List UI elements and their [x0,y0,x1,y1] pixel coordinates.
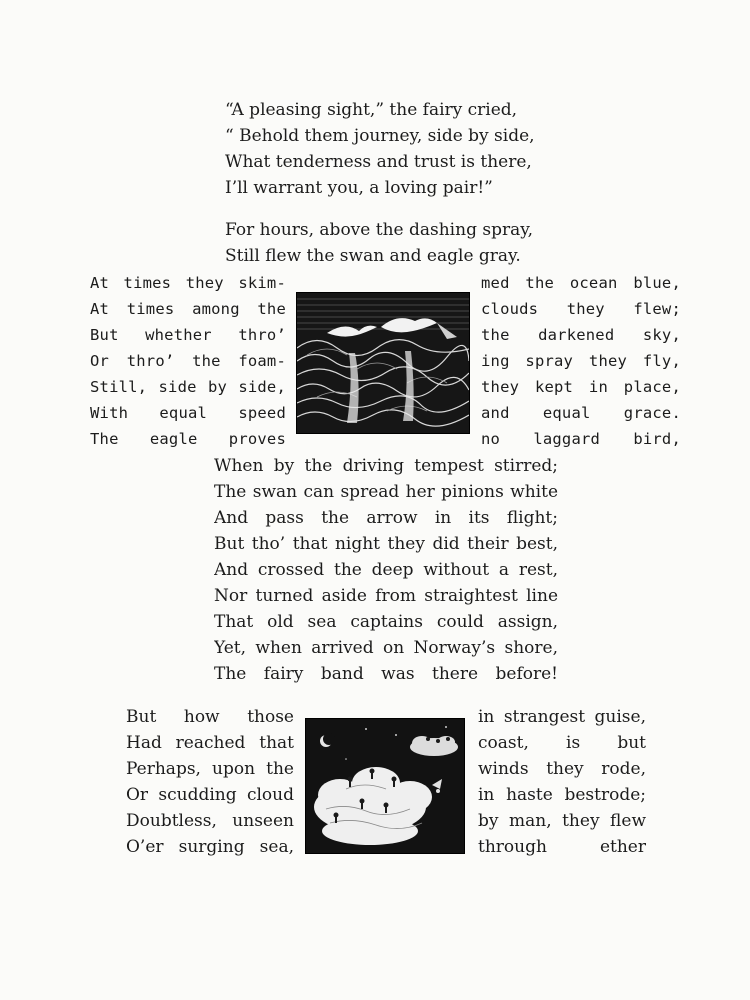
poem-line: That old sea captains could assign, [214,612,558,632]
poem-line: The fairy band was there before! [214,664,558,684]
poem-line-left: Perhaps, upon the [126,759,294,779]
poem-line-right: in haste bestrode; [478,785,646,805]
poem-line-right: they kept in place, [481,378,681,396]
poem-line: “ Behold them journey, side by side, [225,126,535,146]
poem-line-left: But how those [126,707,294,727]
poem-line-left: Doubtless, unseen [126,811,294,831]
poem-line: But tho’ that night they did their best, [214,534,558,554]
fairies-cloud-illustration [305,718,465,854]
poem-line: Yet, when arrived on Norway’s shore, [214,638,558,658]
poem-line-right: by man, they flew [478,811,646,831]
poem-line: I’ll warrant you, a loving pair!” [225,178,493,198]
poem-line-right: ing spray they fly, [481,352,681,370]
poem-line-left: With equal speed [90,404,286,422]
poem-line-right: and equal grace. [481,404,681,422]
poem-line: What tenderness and trust is there, [225,152,532,172]
poem-line: For hours, above the dashing spray, [225,220,533,240]
poem-line: And crossed the deep without a rest, [214,560,558,580]
poem-line-left: Or thro’ the foam- [90,352,286,370]
poem-line: Still flew the swan and eagle gray. [225,246,521,266]
poem-line: The swan can spread her pinions white [214,482,558,502]
poem-line-left: The eagle proves [90,430,286,448]
poem-line-left: But whether thro’ [90,326,286,344]
poem-line-left: At times they skim- [90,274,286,292]
poem-line: Nor turned aside from straightest line [214,586,558,606]
swan-eagle-illustration [296,292,470,434]
poem-line-right: winds they rode, [478,759,646,779]
poem-line: And pass the arrow in its flight; [214,508,558,528]
poem-line-right: the darkened sky, [481,326,681,344]
poem-line-right: through ether [478,837,646,857]
poem-line-left: O’er surging sea, [126,837,294,857]
poem-line-right: no laggard bird, [481,430,681,448]
poem-line-left: Had reached that [126,733,294,753]
poem-line-right: clouds they flew; [481,300,681,318]
poem-line-left: Still, side by side, [90,378,286,396]
poem-line-left: At times among the [90,300,286,318]
poem-line-right: in strangest guise, [478,707,646,727]
poem-line: When by the driving tempest stirred; [214,456,558,476]
poem-line-right: coast, is but [478,733,646,753]
poem-line-right: med the ocean blue, [481,274,681,292]
poem-line-left: Or scudding cloud [126,785,294,805]
poem-line: “A pleasing sight,” the fairy cried, [225,100,518,120]
